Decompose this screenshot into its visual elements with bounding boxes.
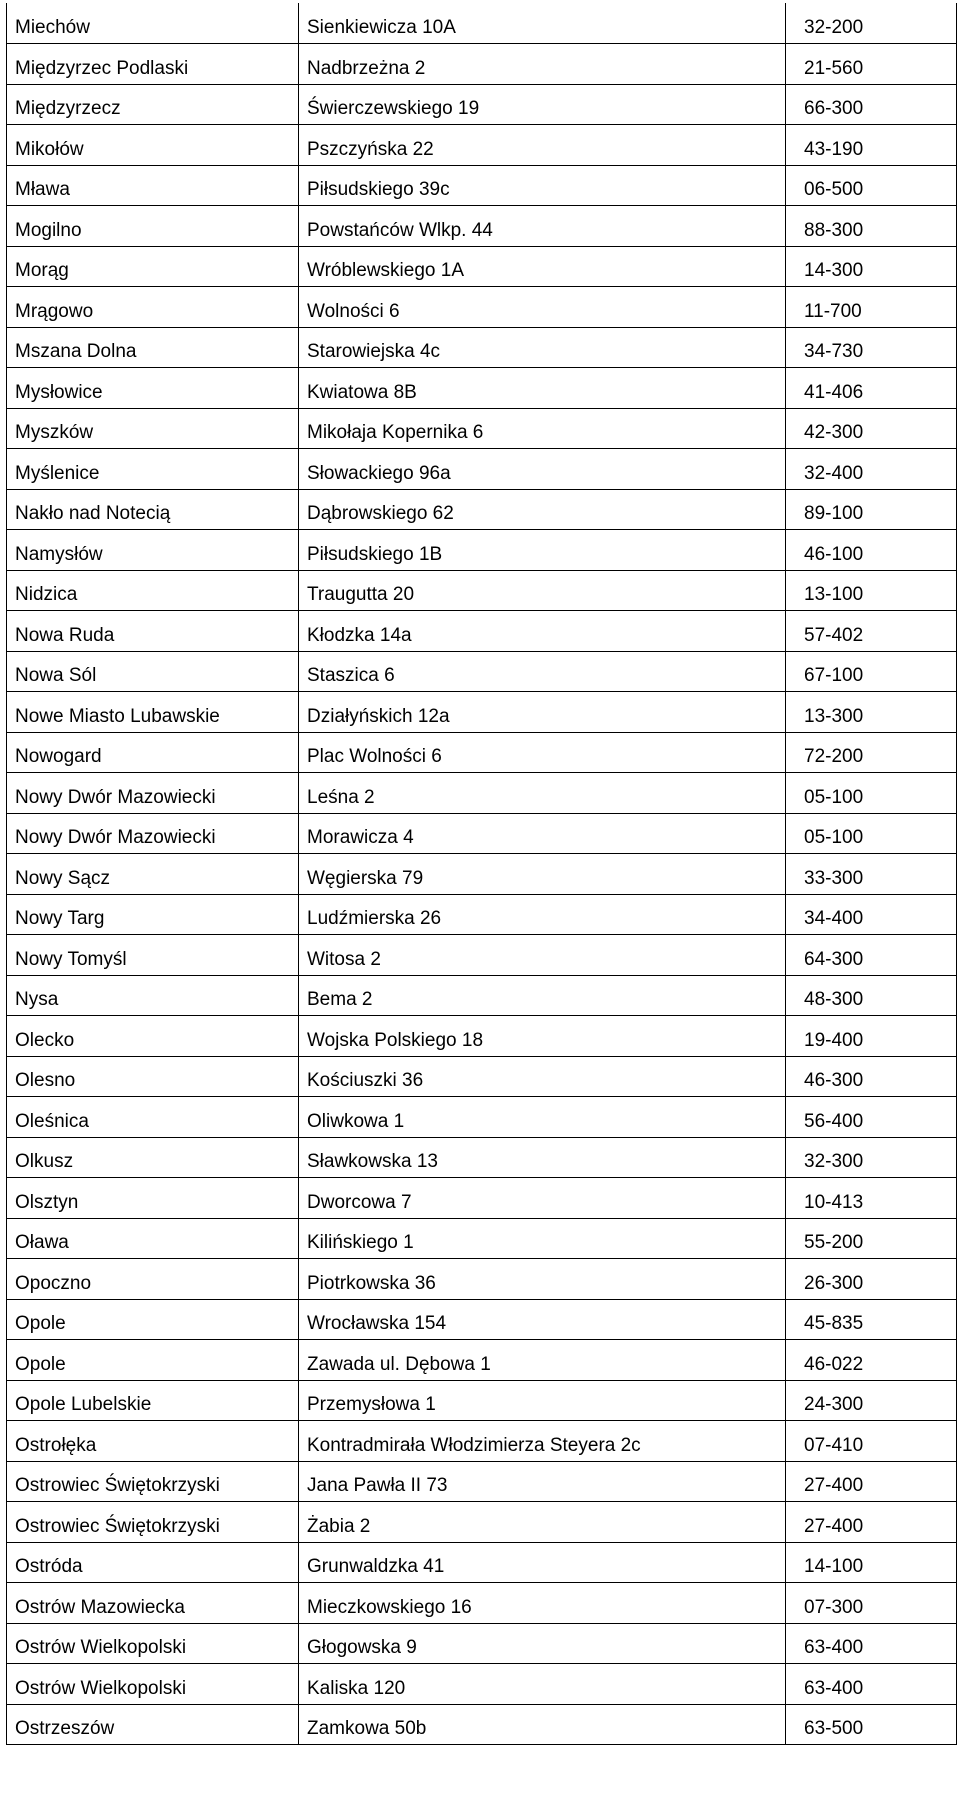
city-cell: Myszków (7, 408, 299, 449)
city-cell: Mikołów (7, 125, 299, 166)
postal-code-cell: 32-400 (786, 449, 957, 490)
city-cell: Mysłowice (7, 368, 299, 409)
postal-code-cell: 34-730 (786, 327, 957, 368)
city-cell: Nowe Miasto Lubawskie (7, 692, 299, 733)
street-cell: Staszica 6 (299, 651, 786, 692)
street-cell: Mieczkowskiego 16 (299, 1583, 786, 1624)
city-cell: Oleśnica (7, 1097, 299, 1138)
city-cell: Międzyrzecz (7, 84, 299, 125)
postal-code-cell: 19-400 (786, 1016, 957, 1057)
table-row (7, 125, 957, 166)
table-row (7, 84, 957, 125)
postal-code-cell: 46-300 (786, 1056, 957, 1097)
table-row (7, 1502, 957, 1543)
street-cell: Kontradmirała Włodzimierza Steyera 2c (299, 1421, 786, 1462)
city-cell: Nowogard (7, 732, 299, 773)
street-cell: Wróblewskiego 1A (299, 246, 786, 287)
table-row (7, 1664, 957, 1705)
postal-code-cell: 32-200 (786, 3, 957, 44)
street-cell: Pszczyńska 22 (299, 125, 786, 166)
postal-code-cell: 21-560 (786, 44, 957, 85)
city-cell: Mszana Dolna (7, 327, 299, 368)
street-cell: Sławkowska 13 (299, 1137, 786, 1178)
street-cell: Kilińskiego 1 (299, 1218, 786, 1259)
table-row (7, 611, 957, 652)
street-cell: Witosa 2 (299, 935, 786, 976)
street-cell: Plac Wolności 6 (299, 732, 786, 773)
table-row (7, 165, 957, 206)
city-cell: Ostrowiec Świętokrzyski (7, 1461, 299, 1502)
postal-code-cell: 05-100 (786, 773, 957, 814)
street-cell: Morawicza 4 (299, 813, 786, 854)
postal-code-cell: 88-300 (786, 206, 957, 247)
city-cell: Mława (7, 165, 299, 206)
postal-code-cell: 46-100 (786, 530, 957, 571)
street-cell: Mikołaja Kopernika 6 (299, 408, 786, 449)
street-cell: Kwiatowa 8B (299, 368, 786, 409)
table-row (7, 1137, 957, 1178)
city-cell: Miechów (7, 3, 299, 44)
postal-code-cell: 41-406 (786, 368, 957, 409)
street-cell: Traugutta 20 (299, 570, 786, 611)
postal-code-cell: 46-022 (786, 1340, 957, 1381)
city-cell: Międzyrzec Podlaski (7, 44, 299, 85)
city-cell: Mogilno (7, 206, 299, 247)
postal-code-cell: 48-300 (786, 975, 957, 1016)
street-cell: Grunwaldzka 41 (299, 1542, 786, 1583)
street-cell: Kaliska 120 (299, 1664, 786, 1705)
table-row (7, 44, 957, 85)
street-cell: Oliwkowa 1 (299, 1097, 786, 1138)
postal-code-cell: 43-190 (786, 125, 957, 166)
street-cell: Piłsudskiego 1B (299, 530, 786, 571)
table-row (7, 1461, 957, 1502)
city-cell: Nowy Sącz (7, 854, 299, 895)
postal-code-cell: 13-300 (786, 692, 957, 733)
table-row (7, 1583, 957, 1624)
table-row (7, 975, 957, 1016)
street-cell: Słowackiego 96a (299, 449, 786, 490)
table-row (7, 1016, 957, 1057)
city-cell: Nowa Sól (7, 651, 299, 692)
city-cell: Namysłów (7, 530, 299, 571)
street-cell: Piotrkowska 36 (299, 1259, 786, 1300)
table-row (7, 854, 957, 895)
table-row (7, 530, 957, 571)
postal-code-cell: 27-400 (786, 1461, 957, 1502)
street-cell: Kłodzka 14a (299, 611, 786, 652)
table-row (7, 1340, 957, 1381)
city-cell: Myślenice (7, 449, 299, 490)
street-cell: Wolności 6 (299, 287, 786, 328)
city-cell: Morąg (7, 246, 299, 287)
postal-code-cell: 64-300 (786, 935, 957, 976)
table-row (7, 368, 957, 409)
street-cell: Wojska Polskiego 18 (299, 1016, 786, 1057)
city-cell: Ostrów Wielkopolski (7, 1623, 299, 1664)
postal-code-cell: 07-410 (786, 1421, 957, 1462)
postal-code-cell: 72-200 (786, 732, 957, 773)
street-cell: Nadbrzeżna 2 (299, 44, 786, 85)
table-row (7, 773, 957, 814)
city-cell: Mrągowo (7, 287, 299, 328)
street-cell: Węgierska 79 (299, 854, 786, 895)
street-cell: Jana Pawła II 73 (299, 1461, 786, 1502)
street-cell: Głogowska 9 (299, 1623, 786, 1664)
table-row (7, 1421, 957, 1462)
city-cell: Opole (7, 1299, 299, 1340)
city-cell: Nidzica (7, 570, 299, 611)
street-cell: Powstańców Wlkp. 44 (299, 206, 786, 247)
postal-code-cell: 32-300 (786, 1137, 957, 1178)
street-cell: Zawada ul. Dębowa 1 (299, 1340, 786, 1381)
table-row (7, 1542, 957, 1583)
street-cell: Działyńskich 12a (299, 692, 786, 733)
street-cell: Sienkiewicza 10A (299, 3, 786, 44)
street-cell: Starowiejska 4c (299, 327, 786, 368)
street-cell: Leśna 2 (299, 773, 786, 814)
postal-code-cell: 89-100 (786, 489, 957, 530)
postal-code-cell: 06-500 (786, 165, 957, 206)
street-cell: Wrocławska 154 (299, 1299, 786, 1340)
city-cell: Ostrowiec Świętokrzyski (7, 1502, 299, 1543)
postal-code-cell: 56-400 (786, 1097, 957, 1138)
city-cell: Nowy Dwór Mazowiecki (7, 773, 299, 814)
table-row (7, 651, 957, 692)
table-row (7, 1704, 957, 1745)
city-cell: Oława (7, 1218, 299, 1259)
postal-code-cell: 57-402 (786, 611, 957, 652)
street-cell: Zamkowa 50b (299, 1704, 786, 1745)
table-row (7, 489, 957, 530)
table-row (7, 287, 957, 328)
table-row (7, 1299, 957, 1340)
postal-code-cell: 11-700 (786, 287, 957, 328)
street-cell: Świerczewskiego 19 (299, 84, 786, 125)
table-row (7, 1259, 957, 1300)
city-cell: Opole (7, 1340, 299, 1381)
city-cell: Nowy Dwór Mazowiecki (7, 813, 299, 854)
postal-code-cell: 63-400 (786, 1664, 957, 1705)
table-row (7, 408, 957, 449)
postal-code-cell: 24-300 (786, 1380, 957, 1421)
table-row (7, 1056, 957, 1097)
postal-code-cell: 63-400 (786, 1623, 957, 1664)
postal-code-cell: 66-300 (786, 84, 957, 125)
table-row (7, 327, 957, 368)
street-cell: Dworcowa 7 (299, 1178, 786, 1219)
address-table-sheet (6, 3, 956, 1745)
address-table (6, 3, 957, 1745)
table-row (7, 3, 957, 44)
street-cell: Przemysłowa 1 (299, 1380, 786, 1421)
postal-code-cell: 05-100 (786, 813, 957, 854)
table-row (7, 732, 957, 773)
city-cell: Ostrzeszów (7, 1704, 299, 1745)
table-row (7, 894, 957, 935)
postal-code-cell: 45-835 (786, 1299, 957, 1340)
postal-code-cell: 14-300 (786, 246, 957, 287)
street-cell: Kościuszki 36 (299, 1056, 786, 1097)
street-cell: Dąbrowskiego 62 (299, 489, 786, 530)
postal-code-cell: 34-400 (786, 894, 957, 935)
city-cell: Ostrów Mazowiecka (7, 1583, 299, 1624)
postal-code-cell: 13-100 (786, 570, 957, 611)
postal-code-cell: 14-100 (786, 1542, 957, 1583)
table-row (7, 1097, 957, 1138)
street-cell: Ludźmierska 26 (299, 894, 786, 935)
city-cell: Olecko (7, 1016, 299, 1057)
table-row (7, 570, 957, 611)
table-row (7, 449, 957, 490)
table-row (7, 1623, 957, 1664)
table-row (7, 1178, 957, 1219)
table-row (7, 1218, 957, 1259)
postal-code-cell: 63-500 (786, 1704, 957, 1745)
table-row (7, 206, 957, 247)
city-cell: Nowa Ruda (7, 611, 299, 652)
postal-code-cell: 27-400 (786, 1502, 957, 1543)
postal-code-cell: 10-413 (786, 1178, 957, 1219)
city-cell: Olkusz (7, 1137, 299, 1178)
city-cell: Olesno (7, 1056, 299, 1097)
postal-code-cell: 67-100 (786, 651, 957, 692)
city-cell: Olsztyn (7, 1178, 299, 1219)
street-cell: Piłsudskiego 39c (299, 165, 786, 206)
city-cell: Nakło nad Notecią (7, 489, 299, 530)
table-row (7, 1380, 957, 1421)
table-row (7, 813, 957, 854)
street-cell: Żabia 2 (299, 1502, 786, 1543)
city-cell: Ostróda (7, 1542, 299, 1583)
postal-code-cell: 07-300 (786, 1583, 957, 1624)
street-cell: Bema 2 (299, 975, 786, 1016)
postal-code-cell: 33-300 (786, 854, 957, 895)
city-cell: Ostrołęka (7, 1421, 299, 1462)
table-row (7, 692, 957, 733)
table-row (7, 935, 957, 976)
address-table-body (7, 3, 957, 1745)
city-cell: Nowy Targ (7, 894, 299, 935)
postal-code-cell: 42-300 (786, 408, 957, 449)
city-cell: Ostrów Wielkopolski (7, 1664, 299, 1705)
city-cell: Opoczno (7, 1259, 299, 1300)
city-cell: Nowy Tomyśl (7, 935, 299, 976)
city-cell: Opole Lubelskie (7, 1380, 299, 1421)
postal-code-cell: 26-300 (786, 1259, 957, 1300)
postal-code-cell: 55-200 (786, 1218, 957, 1259)
city-cell: Nysa (7, 975, 299, 1016)
table-row (7, 246, 957, 287)
